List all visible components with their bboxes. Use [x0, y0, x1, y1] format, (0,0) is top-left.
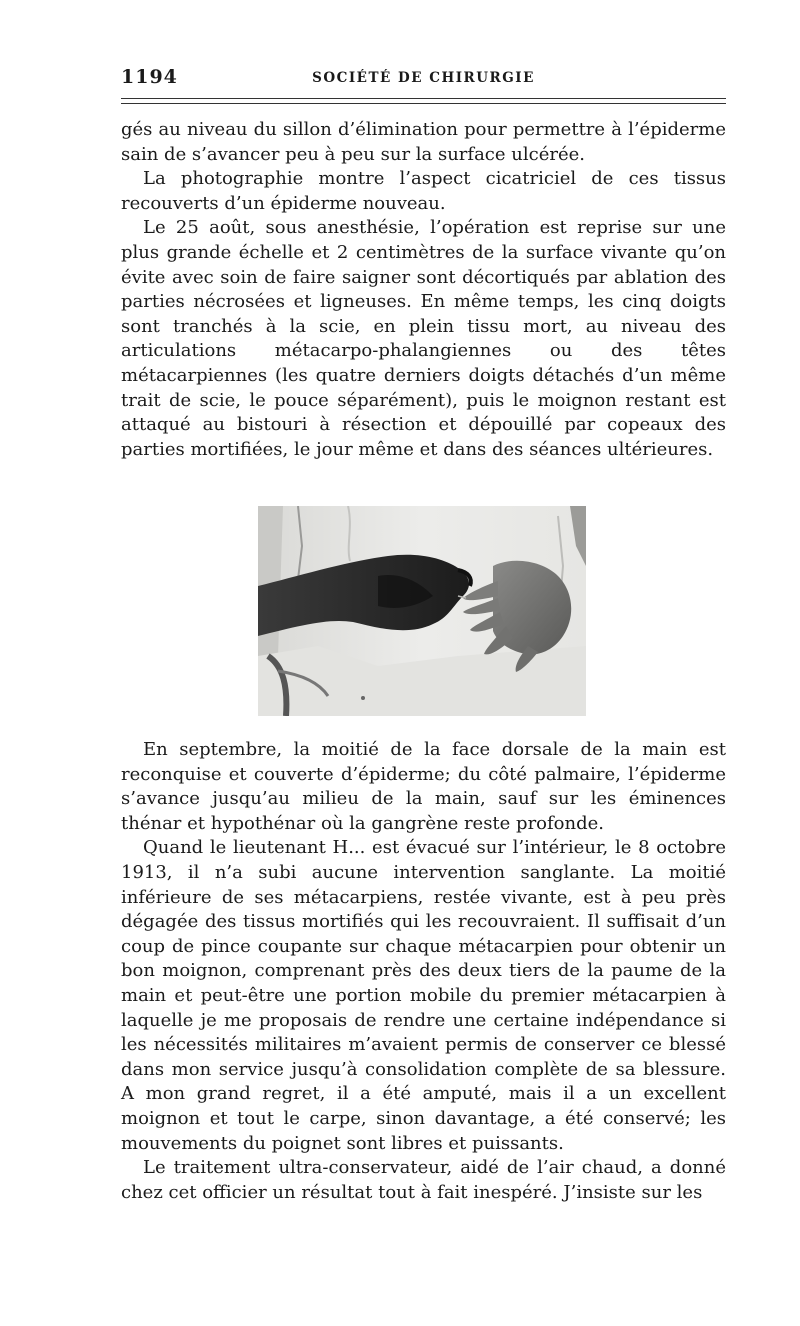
page-number: 1194: [121, 66, 178, 88]
paragraph: Quand le lieutenant H... est évacué sur l’intérieur, le 8 octobre 1913, il n’a subi aucune intervention sanglante. La moitié inférieure de ses métacarpiens, restée vivante, est à peu près dégagée des tissus mortifiés qui les recouvraient. Il suffisait d’un coup de pince coupante sur chaque métacarpien pour obtenir un bon moignon, comprenant près des deux tiers de la paume de la main et peut-être une portion mobile du premier métacarpien à laquelle je me proposais de rendre une certaine indépendance si les nécessités militaires m’avaient permis de conserver ce blessé dans mon service jusqu’à consolidation complète de sa blessure. A mon grand regret, il a été amputé, mais il a un excellent moignon et tout le carpe, sinon davantage, a été conservé; les mouvements du poignet sont libres et puissants.: [121, 837, 726, 1154]
photograph-figure: [258, 506, 586, 716]
header-rule-bottom: [121, 103, 726, 104]
hand-photograph-image: [258, 506, 586, 716]
paragraph-continued: gés au niveau du sillon d’élimination pour permettre à l’épiderme sain de s’avancer peu à peu sur la surface ulcérée.: [121, 119, 726, 165]
paragraph: Le traitement ultra-conservateur, aidé de l’air chaud, a donné chez cet officier un résultat tout à fait inespéré. J’insiste sur les: [121, 1157, 726, 1203]
header-rule-top: [121, 98, 726, 99]
body-text-top: [121, 118, 726, 462]
body-text-bottom: [121, 738, 726, 1205]
paragraph: Le 25 août, sous anesthésie, l’opération est reprise sur une plus grande échelle et 2 centimètres de la surface vivante qu’on évite avec soin de faire saigner sont décortiqués par ablation des parties nécrosées et ligneuses. En même temps, les cinq doigts sont tranchés à la scie, en plein tissu mort, au niveau des articulations métacarpo-phalangiennes ou des têtes métacarpiennes (les quatre derniers doigts détachés d’un même trait de scie, le pouce séparément), puis le moignon restant est attaqué au bistouri à résection et dépouillé par copeaux des parties mortifiées, le jour même et dans des séances ultérieures.: [121, 217, 726, 460]
page-header: [121, 66, 726, 96]
paragraph: La photographie montre l’aspect cicatriciel de ces tissus recouverts d’un épiderme nouveau.: [121, 168, 726, 214]
running-title: SOCIÉTÉ DE CHIRURGIE: [312, 70, 535, 86]
paragraph: En septembre, la moitié de la face dorsale de la main est reconquise et couverte d’épiderme; du côté palmaire, l’épiderme s’avance jusqu’au milieu de la main, sauf sur les éminences thénar et hypothénar où la gangrène reste profonde.: [121, 739, 726, 834]
